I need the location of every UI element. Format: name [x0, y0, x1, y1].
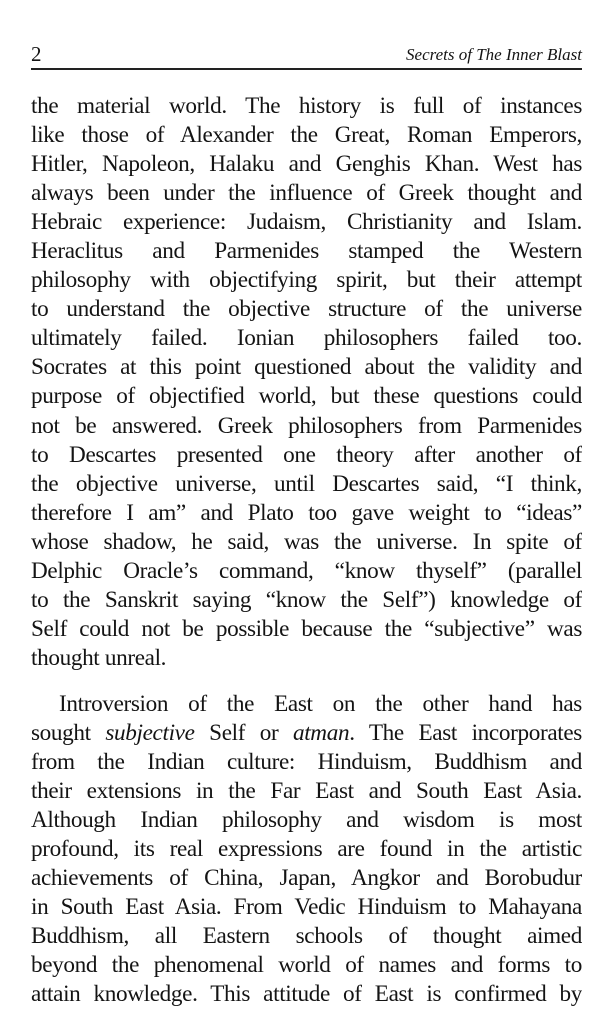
text-line: to Descartes presented one theory after another of	[31, 441, 582, 468]
body-text	[31, 92, 582, 1009]
text-line: achievements of China, Japan, Angkor and Borobudur	[31, 865, 582, 892]
italic-term: subjective	[105, 719, 195, 746]
text-line: Introversion of the East on the other hand has	[59, 690, 582, 717]
text-line: purpose of objectified world, but these questions could	[31, 383, 582, 410]
page-header	[31, 40, 582, 70]
text-line: whose shadow, he said, was the universe. In spite of	[31, 528, 582, 555]
text-line	[31, 719, 582, 748]
text-line: to understand the objective structure of the universe	[31, 296, 582, 323]
paragraph	[31, 92, 582, 673]
text-line: beyond the phenomenal world of names and forms to	[31, 952, 582, 979]
italic-term: atman	[292, 719, 350, 746]
text-line: the material world. The history is full of instances	[31, 93, 582, 119]
text-line: like those of Alexander the Great, Roman Emperors,	[31, 122, 582, 149]
text-line: Heraclitus and Parmenides stamped the Western	[31, 238, 582, 265]
text-line: their extensions in the Far East and South East Asia.	[31, 778, 582, 805]
text-line: always been under the influence of Greek thought and	[31, 180, 582, 207]
page-number: 2	[31, 42, 42, 66]
text-line: not be answered. Greek philosophers from Parmenides	[31, 412, 582, 439]
text-line: Hebraic experience: Judaism, Christianity and Islam.	[31, 209, 582, 236]
text-line: to the Sanskrit saying “know the Self”) knowledge of	[31, 586, 582, 613]
text-run: sought	[31, 719, 106, 746]
text-line: in South East Asia. From Vedic Hinduism to Mahayana	[31, 894, 582, 921]
text-line: Self could not be possible because the “subjective” was	[31, 615, 582, 642]
text-line: ultimately failed. Ionian philosophers failed too.	[31, 325, 582, 352]
text-line: philosophy with objectifying spirit, but their attempt	[31, 267, 582, 294]
text-line: Socrates at this point questioned about the validity and	[31, 354, 582, 381]
text-line: from the Indian culture: Hinduism, Buddhism and	[31, 749, 582, 776]
text-line: thought unreal.	[31, 644, 167, 671]
text-line: Although Indian philosophy and wisdom is most	[31, 807, 582, 834]
text-line: therefore I am” and Plato too gave weight to “ideas”	[31, 499, 582, 526]
text-line: profound, its real expressions are found in the artistic	[31, 836, 582, 863]
text-run: . The East incorporates	[349, 719, 582, 746]
text-line: the objective universe, until Descartes said, “I think,	[31, 470, 582, 497]
text-run: Self or	[194, 719, 293, 746]
running-title: Secrets of The Inner Blast	[406, 45, 582, 64]
text-line: Delphic Oracle’s command, “know thyself” (parallel	[31, 557, 582, 584]
text-line: attain knowledge. This attitude of East is confirmed by	[31, 981, 582, 1008]
text-line: Hitler, Napoleon, Halaku and Genghis Khan. West has	[31, 151, 582, 178]
paragraph	[31, 690, 582, 1010]
text-line: Buddhism, all Eastern schools of thought aimed	[31, 923, 582, 950]
